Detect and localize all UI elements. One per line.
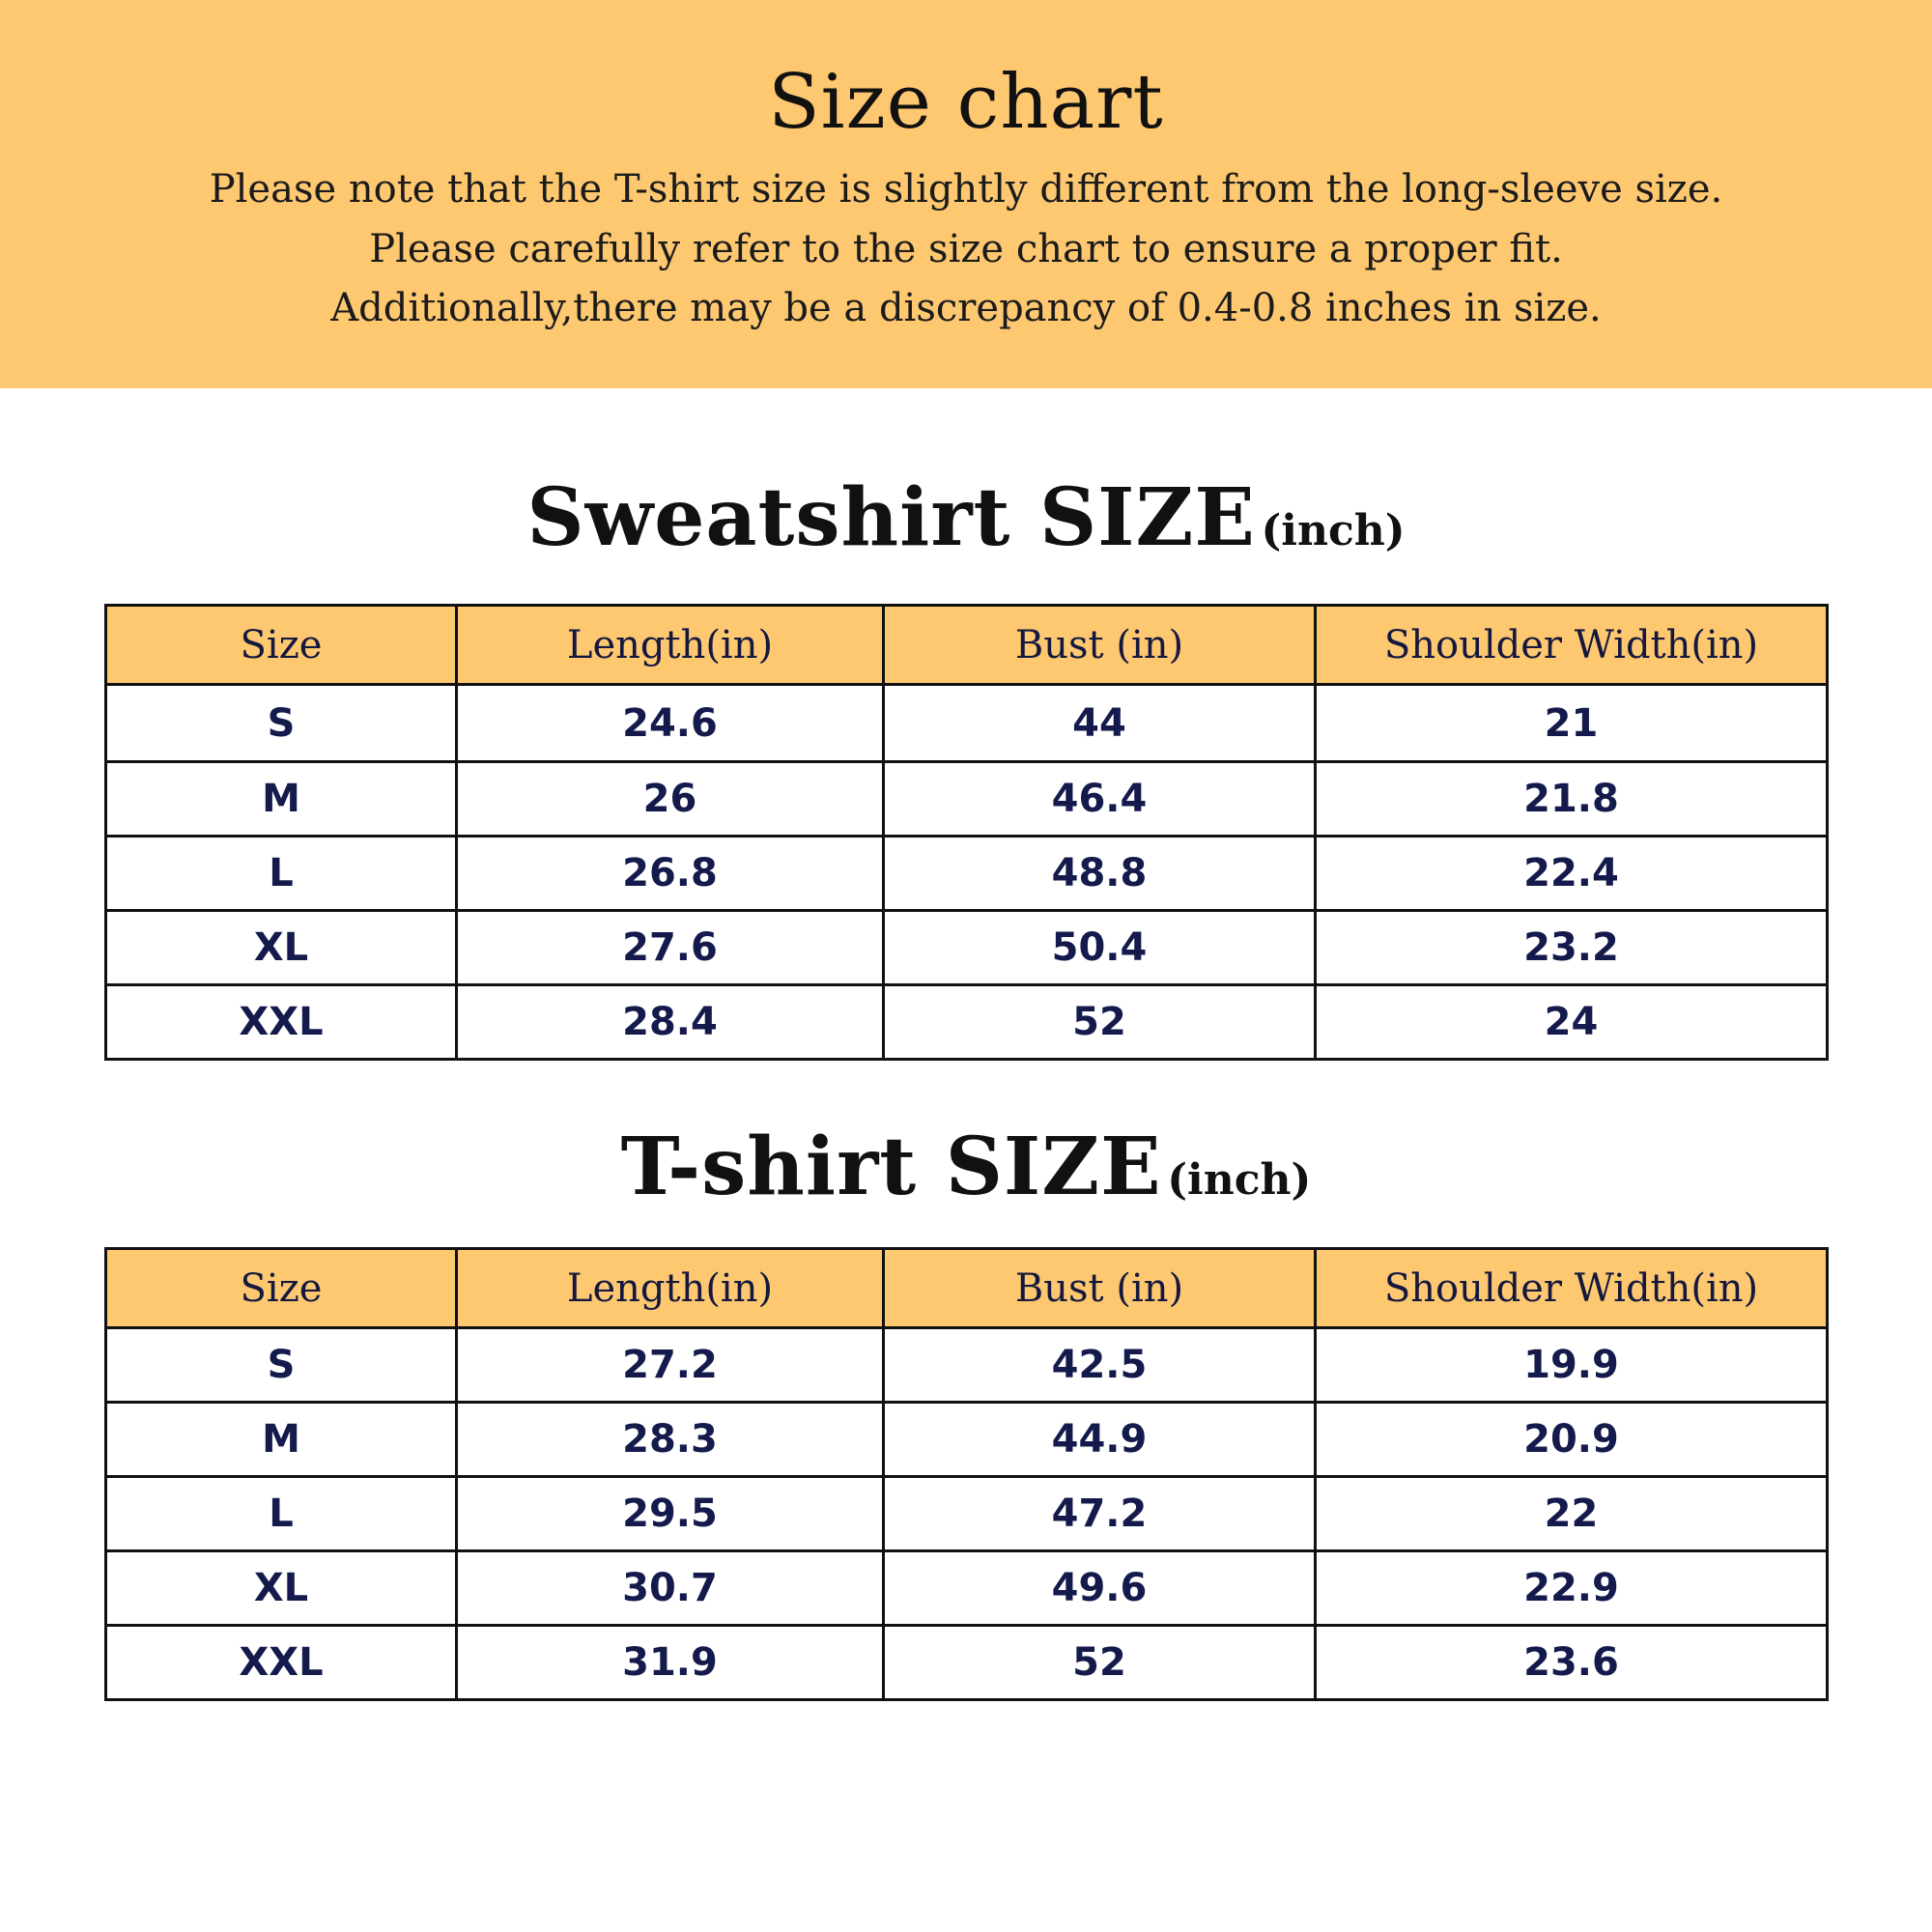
length-cell: 24.6	[457, 685, 884, 762]
length-cell: 30.7	[457, 1551, 884, 1626]
length-cell: 26	[457, 762, 884, 837]
table-row	[106, 1477, 1828, 1551]
header-banner	[0, 0, 1932, 388]
table-row	[106, 837, 1828, 911]
length-cell: 26.8	[457, 837, 884, 911]
table-row	[106, 1403, 1828, 1477]
note-line-3: Additionally,there may be a discrepancy of 0.4-0.8 inches in size.	[330, 286, 1602, 330]
column-header-size: Size	[106, 1249, 457, 1328]
size-cell: XXL	[106, 1626, 457, 1700]
bust-cell: 47.2	[884, 1477, 1316, 1551]
sweatshirt-section-title	[0, 471, 1932, 564]
sweatshirt-size-table	[104, 604, 1829, 1061]
column-header-size: Size	[106, 606, 457, 685]
shoulder-cell: 22	[1316, 1477, 1828, 1551]
size-cell: S	[106, 685, 457, 762]
size-cell: XXL	[106, 985, 457, 1060]
table-row	[106, 685, 1828, 762]
bust-cell: 52	[884, 985, 1316, 1060]
tshirt-section-title	[0, 1121, 1932, 1213]
shoulder-cell: 22.4	[1316, 837, 1828, 911]
size-cell: S	[106, 1328, 457, 1403]
table-row	[106, 985, 1828, 1060]
size-cell: XL	[106, 911, 457, 985]
shoulder-cell: 23.6	[1316, 1626, 1828, 1700]
bust-cell: 48.8	[884, 837, 1316, 911]
bust-cell: 42.5	[884, 1328, 1316, 1403]
table-row	[106, 911, 1828, 985]
length-cell: 28.3	[457, 1403, 884, 1477]
length-cell: 27.6	[457, 911, 884, 985]
shoulder-cell: 21	[1316, 685, 1828, 762]
note-line-1: Please note that the T-shirt size is slightly different from the long-sleeve size.	[209, 167, 1723, 212]
bust-cell: 46.4	[884, 762, 1316, 837]
shoulder-cell: 23.2	[1316, 911, 1828, 985]
column-header-shoulder-width: Shoulder Width(in)	[1316, 606, 1828, 685]
column-header-length: Length(in)	[457, 1249, 884, 1328]
note-line-2: Please carefully refer to the size chart to ensure a proper fit.	[369, 227, 1563, 271]
column-header-bust: Bust (in)	[884, 606, 1316, 685]
bust-cell: 50.4	[884, 911, 1316, 985]
bust-cell: 44.9	[884, 1403, 1316, 1477]
shoulder-cell: 20.9	[1316, 1403, 1828, 1477]
table-header-row	[106, 1249, 1828, 1328]
tshirt-unit: (inch)	[1167, 1155, 1312, 1205]
length-cell: 31.9	[457, 1626, 884, 1700]
column-header-length: Length(in)	[457, 606, 884, 685]
length-cell: 28.4	[457, 985, 884, 1060]
table-row	[106, 1328, 1828, 1403]
size-cell: M	[106, 1403, 457, 1477]
page-title: Size chart	[768, 59, 1164, 146]
size-cell: M	[106, 762, 457, 837]
shoulder-cell: 21.8	[1316, 762, 1828, 837]
size-cell: L	[106, 837, 457, 911]
bust-cell: 49.6	[884, 1551, 1316, 1626]
column-header-shoulder-width: Shoulder Width(in)	[1316, 1249, 1828, 1328]
table-row	[106, 1551, 1828, 1626]
shoulder-cell: 19.9	[1316, 1328, 1828, 1403]
length-cell: 27.2	[457, 1328, 884, 1403]
bust-cell: 44	[884, 685, 1316, 762]
table-row	[106, 1626, 1828, 1700]
shoulder-cell: 22.9	[1316, 1551, 1828, 1626]
shoulder-cell: 24	[1316, 985, 1828, 1060]
bust-cell: 52	[884, 1626, 1316, 1700]
table-row	[106, 762, 1828, 837]
column-header-bust: Bust (in)	[884, 1249, 1316, 1328]
sweatshirt-unit: (inch)	[1261, 506, 1406, 555]
tshirt-title: T-shirt SIZE	[620, 1121, 1162, 1213]
size-cell: L	[106, 1477, 457, 1551]
length-cell: 29.5	[457, 1477, 884, 1551]
tshirt-size-table	[104, 1247, 1829, 1701]
table-header-row	[106, 606, 1828, 685]
sweatshirt-title: Sweatshirt SIZE	[526, 471, 1256, 564]
size-cell: XL	[106, 1551, 457, 1626]
